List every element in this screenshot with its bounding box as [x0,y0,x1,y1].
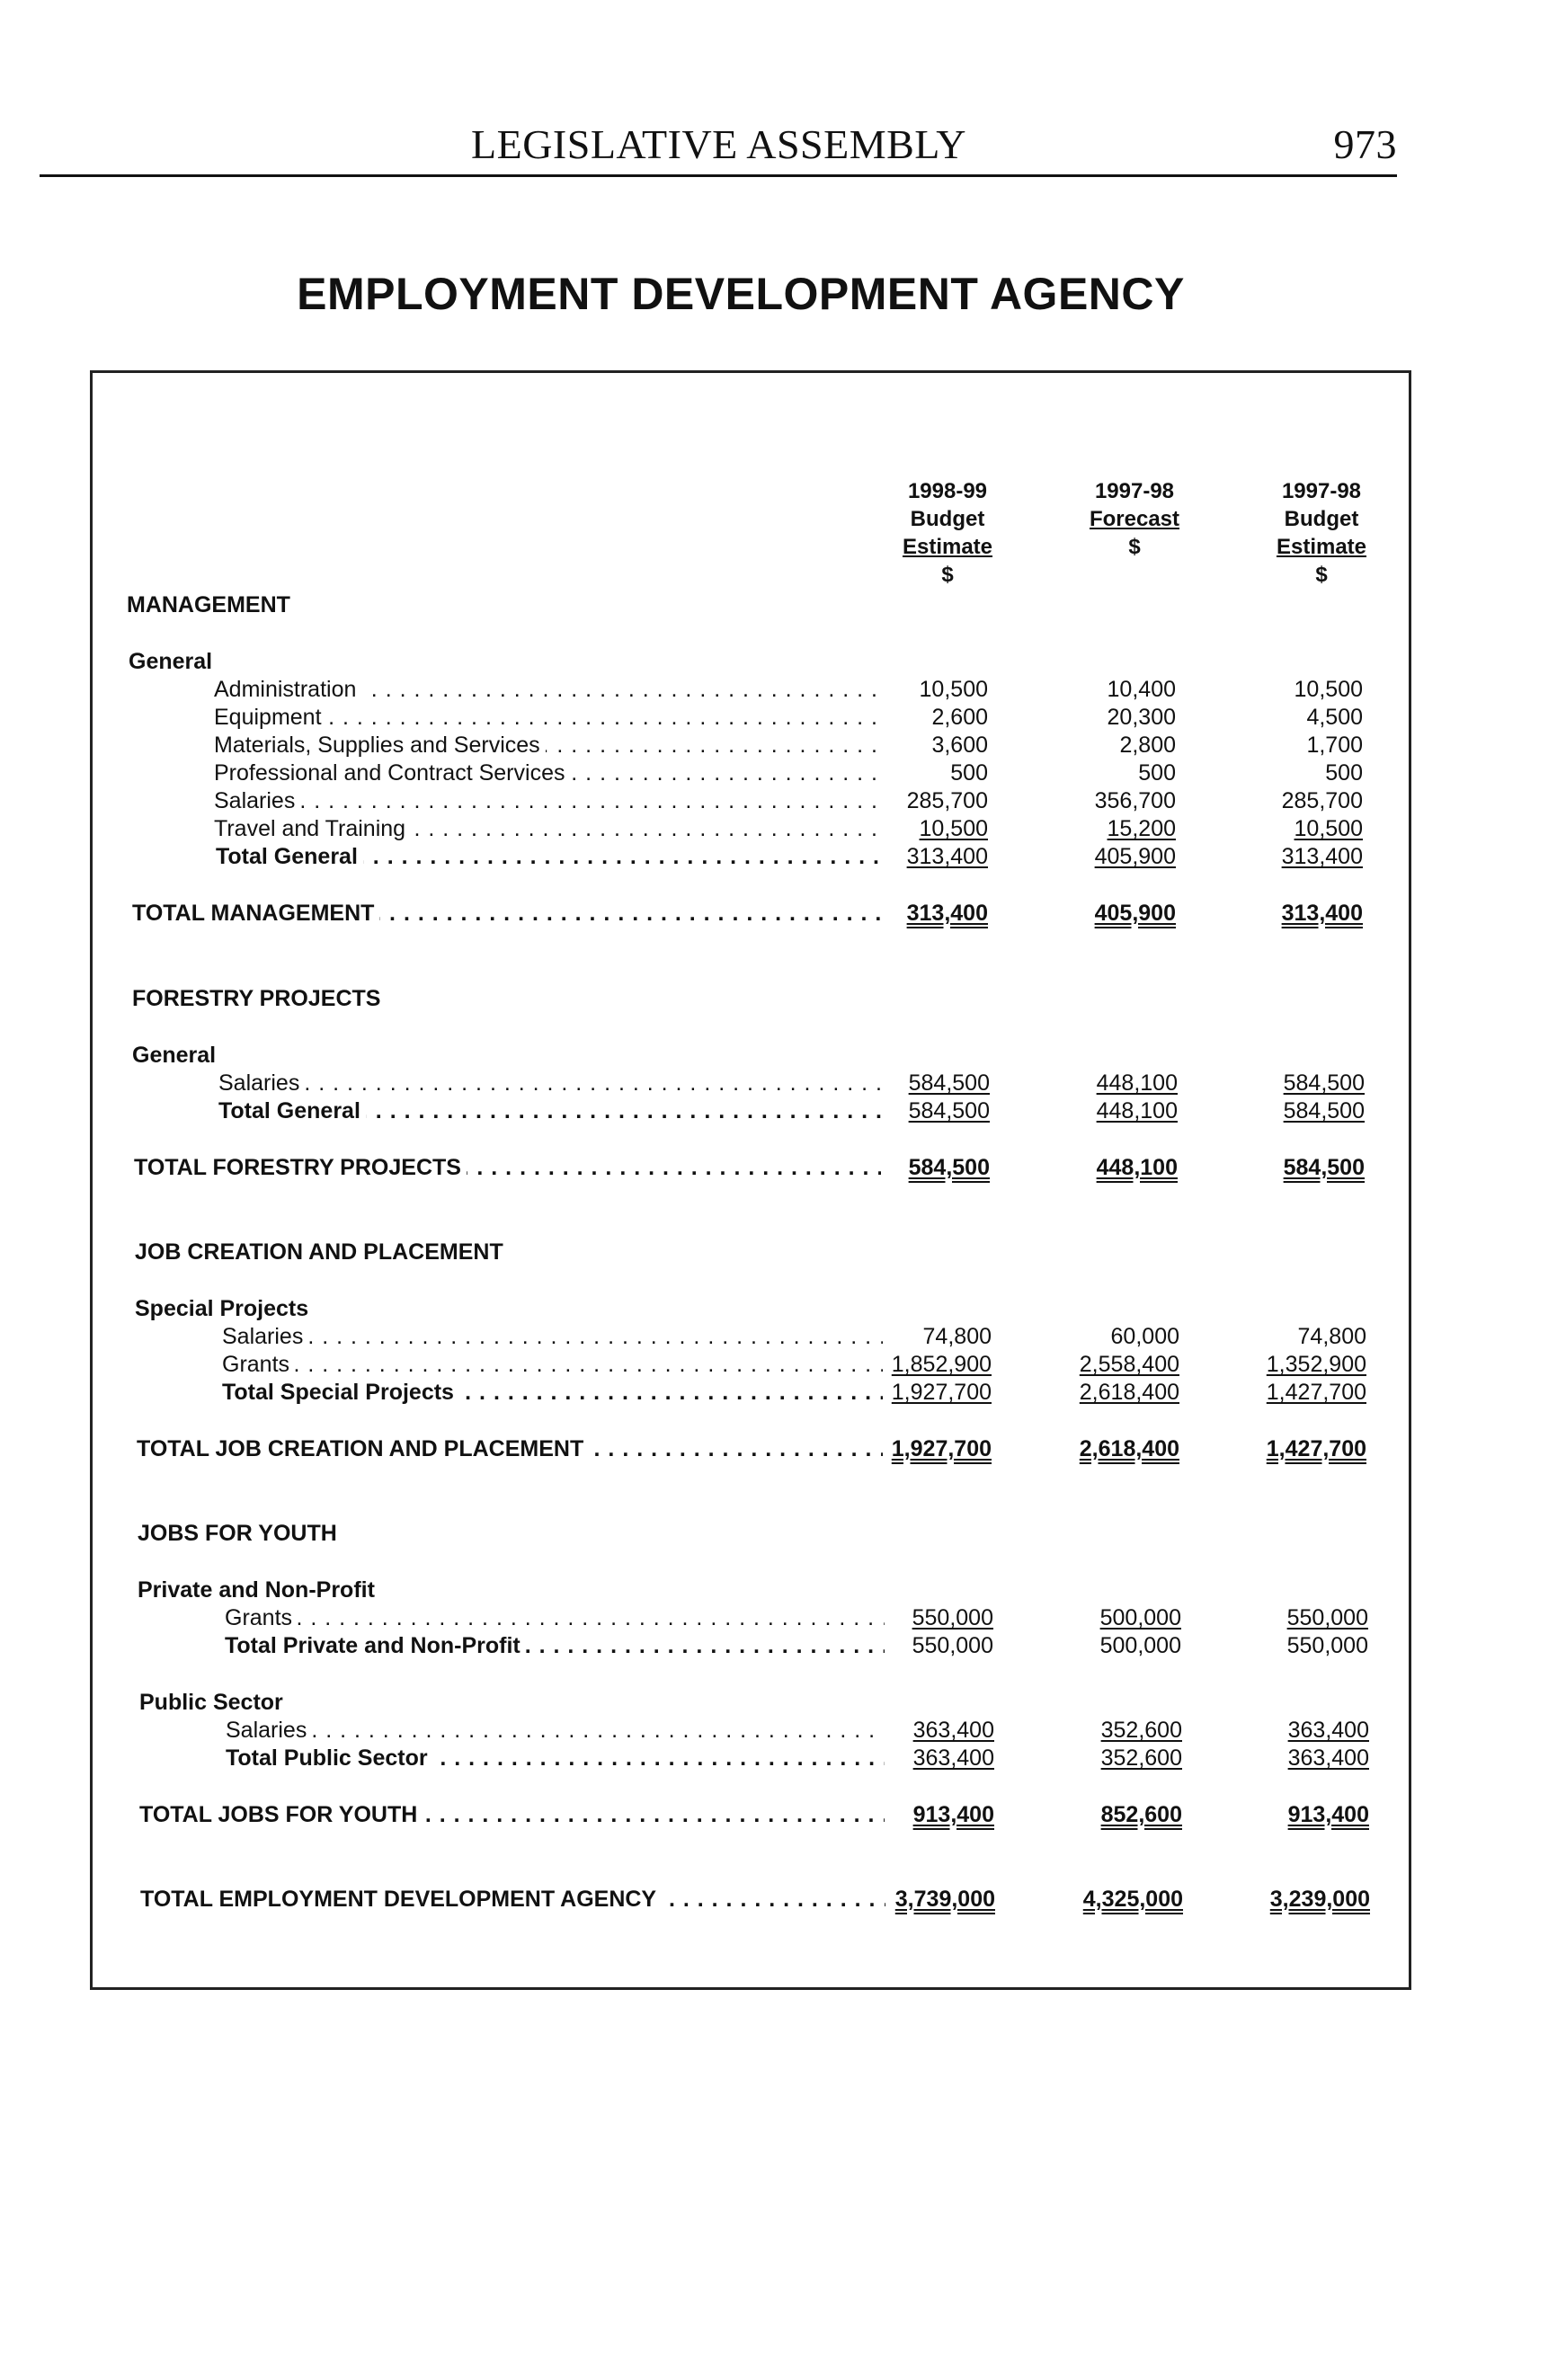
value-1997-98-forecast: 448,100 [1096,1155,1178,1180]
subsection-heading [93,1689,1409,1717]
value-1998-99-budget: 363,400 [912,1745,994,1771]
value-1997-98-forecast: 405,900 [1094,901,1176,926]
value-1997-98-forecast: 852,600 [1100,1802,1182,1827]
value-1997-98-budget: 10,500 [1294,677,1363,702]
table-row [93,732,1409,759]
value-1997-98-budget: 550,000 [1286,1633,1368,1658]
table-row [93,1070,1409,1097]
table-row [93,1351,1409,1379]
row-label: Grants . . . [222,1351,883,1379]
value-1997-98-forecast: 2,800 [1119,733,1176,758]
value-1997-98-forecast: 10,400 [1107,677,1176,702]
running-header [40,117,1397,177]
subsection-heading [93,1576,1409,1604]
row-label: Grants . . . [225,1604,885,1632]
value-1997-98-budget: 913,400 [1287,1802,1369,1827]
subsection-label: General [132,1043,217,1068]
value-1998-99-budget: 1,927,700 [891,1436,992,1461]
section-heading: JOBS FOR YOUTH [138,1521,337,1546]
section-heading: FORESTRY PROJECTS [132,986,381,1011]
value-1997-98-forecast: 500,000 [1099,1605,1181,1630]
row-label: Materials, Supplies and Services . . . [214,732,879,759]
value-1997-98-budget: 584,500 [1283,1155,1365,1180]
column-heading-line: Estimate [1276,535,1367,559]
row-label: TOTAL JOB CREATION AND PLACEMENT . . . [137,1435,883,1463]
value-1997-98-forecast: 405,900 [1094,844,1176,869]
total-row [93,900,1409,928]
value-1998-99-budget: 313,400 [906,901,988,926]
subtotal-row [93,1097,1409,1125]
value-1997-98-budget: 1,427,700 [1266,1436,1366,1461]
table-row [93,1717,1409,1745]
table-row [93,1323,1409,1351]
value-1997-98-forecast: 2,618,400 [1079,1436,1179,1461]
table-row [93,1604,1409,1632]
column-heading-unit: $ [941,563,954,587]
column-heading-line: Budget [910,507,985,531]
total-row [93,1154,1409,1182]
value-1997-98-forecast: 15,200 [1107,816,1176,841]
value-1997-98-budget: 1,427,700 [1266,1380,1366,1405]
value-1997-98-budget: 285,700 [1281,788,1363,813]
value-1997-98-forecast: 60,000 [1110,1324,1179,1349]
table-row [93,704,1409,732]
value-1997-98-forecast: 2,618,400 [1079,1380,1179,1405]
value-1997-98-forecast: 352,600 [1100,1745,1182,1771]
value-1998-99-budget: 550,000 [912,1605,993,1630]
value-1998-99-budget: 10,500 [919,816,988,841]
row-label: Salaries . . . [222,1323,883,1351]
value-1997-98-forecast: 448,100 [1096,1070,1178,1096]
value-1998-99-budget: 1,927,700 [891,1380,992,1405]
table-row [93,815,1409,843]
row-label: TOTAL MANAGEMENT . . . [132,900,881,928]
column-heading-1997-98-forecast [1045,477,1224,561]
value-1997-98-budget: 1,352,900 [1266,1352,1366,1377]
value-1997-98-forecast: 500,000 [1099,1633,1181,1658]
row-label: Administration . . . [214,676,879,704]
column-heading-1997-98-budget [1232,477,1411,589]
value-1997-98-forecast: 20,300 [1107,705,1176,730]
row-label: Salaries . . . [226,1717,885,1745]
value-1998-99-budget: 363,400 [912,1718,994,1743]
value-1997-98-forecast: 2,558,400 [1079,1352,1179,1377]
value-1997-98-forecast: 4,325,000 [1082,1887,1183,1912]
value-1998-99-budget: 285,700 [906,788,988,813]
subsection-label: General [129,649,213,674]
subsection-label: Special Projects [135,1296,309,1321]
row-label: Travel and Training . . . [214,815,879,843]
subtotal-row [93,1379,1409,1407]
subsection-label: Public Sector [139,1690,283,1715]
table-row [93,759,1409,787]
page-number: 973 [1333,121,1397,167]
value-1997-98-budget: 500 [1325,760,1363,786]
value-1998-99-budget: 584,500 [908,1098,990,1123]
total-row [93,1801,1409,1829]
value-1997-98-budget: 1,700 [1306,733,1363,758]
value-1998-99-budget: 3,600 [931,733,988,758]
column-heading-line: Estimate [902,535,993,559]
subsection-heading [93,648,1409,676]
column-heading-unit: $ [1315,563,1328,587]
column-heading-line: 1997-98 [1094,479,1175,503]
value-1997-98-budget: 584,500 [1283,1070,1365,1096]
column-heading-1998-99-budget [858,477,1037,589]
value-1998-99-budget: 584,500 [908,1155,990,1180]
subsection-heading [93,1042,1409,1070]
subsection-label: Private and Non-Profit [138,1577,375,1603]
value-1997-98-budget: 313,400 [1281,844,1363,869]
value-1997-98-forecast: 500 [1138,760,1176,786]
section-heading-jobs-for-youth [93,1520,1409,1548]
value-1998-99-budget: 913,400 [912,1802,994,1827]
value-1998-99-budget: 584,500 [908,1070,990,1096]
value-1997-98-budget: 584,500 [1283,1098,1365,1123]
section-heading-job-creation [93,1239,1409,1266]
section-heading: MANAGEMENT [127,592,290,617]
row-label: Total Public Sector . . . [226,1745,885,1772]
section-heading-management [93,591,1409,619]
row-label: Total General . . . [218,1097,881,1125]
row-label: Total Special Projects . . . [222,1379,883,1407]
value-1998-99-budget: 550,000 [912,1633,993,1658]
value-1997-98-budget: 10,500 [1294,816,1363,841]
row-label: Total General . . . [216,843,881,871]
column-heading-line: 1998-99 [907,479,988,503]
table-row [93,676,1409,704]
document-title: EMPLOYMENT DEVELOPMENT AGENCY [297,269,1185,319]
column-heading-line: Forecast [1089,507,1180,531]
row-label: Total Private and Non-Profit . . . [225,1632,885,1660]
value-1997-98-budget: 4,500 [1306,705,1363,730]
row-label: TOTAL EMPLOYMENT DEVELOPMENT AGENCY . . . [140,1886,885,1914]
row-label: Salaries . . . [214,787,879,815]
column-heading-line: Budget [1284,507,1359,531]
value-1997-98-budget: 313,400 [1281,901,1363,926]
value-1997-98-budget: 363,400 [1287,1745,1369,1771]
value-1997-98-budget: 74,800 [1297,1324,1366,1349]
row-label: Equipment . . . [214,704,879,732]
column-heading-unit: $ [1128,535,1141,559]
table-row [93,787,1409,815]
header-title: LEGISLATIVE ASSEMBLY [471,121,967,167]
value-1997-98-budget: 3,239,000 [1269,1887,1370,1912]
value-1998-99-budget: 500 [950,760,988,786]
value-1998-99-budget: 1,852,900 [891,1352,992,1377]
row-label: Professional and Contract Services . . . [214,759,879,787]
grand-total-row [93,1886,1409,1914]
subsection-heading [93,1295,1409,1323]
total-row [93,1435,1409,1463]
subtotal-row [93,1745,1409,1772]
value-1998-99-budget: 3,739,000 [894,1887,995,1912]
value-1998-99-budget: 10,500 [919,677,988,702]
budget-table [90,370,1411,1990]
row-label: TOTAL JOBS FOR YOUTH . . . [139,1801,885,1829]
value-1997-98-budget: 550,000 [1286,1605,1368,1630]
section-heading-forestry [93,985,1409,1013]
value-1997-98-budget: 363,400 [1287,1718,1369,1743]
value-1998-99-budget: 74,800 [922,1324,992,1349]
value-1997-98-forecast: 352,600 [1100,1718,1182,1743]
row-label: TOTAL FORESTRY PROJECTS . . . [134,1154,881,1182]
value-1997-98-forecast: 356,700 [1094,788,1176,813]
subtotal-row [93,1632,1409,1660]
value-1998-99-budget: 2,600 [931,705,988,730]
value-1997-98-forecast: 448,100 [1096,1098,1178,1123]
subtotal-row [93,843,1409,871]
column-heading-line: 1997-98 [1281,479,1362,503]
section-heading: JOB CREATION AND PLACEMENT [135,1239,503,1265]
value-1998-99-budget: 313,400 [906,844,988,869]
row-label: Salaries . . . [218,1070,881,1097]
